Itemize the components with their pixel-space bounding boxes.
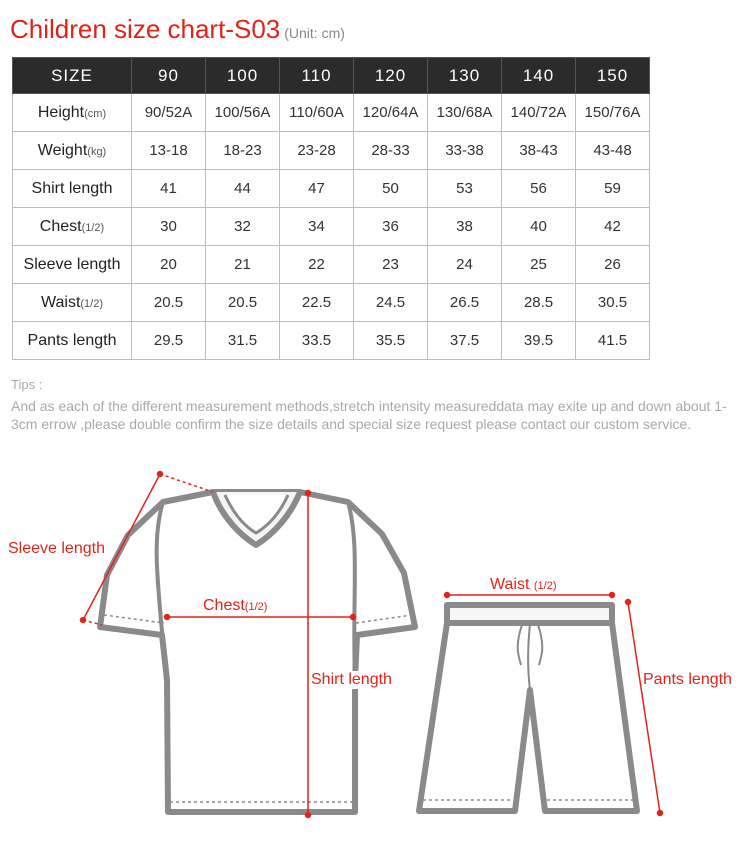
table-cell: 56 bbox=[502, 170, 576, 208]
row-label-cell bbox=[13, 132, 132, 170]
table-cell: 20.5 bbox=[206, 284, 280, 322]
table-cell: 110/60A bbox=[280, 94, 354, 132]
row-label-cell bbox=[13, 246, 132, 284]
table-cell: 35.5 bbox=[354, 322, 428, 360]
table-header-row bbox=[13, 58, 650, 94]
row-label: Waist bbox=[40, 293, 81, 311]
size-header-cell: 140 bbox=[502, 58, 576, 94]
table-cell: 37.5 bbox=[428, 322, 502, 360]
row-label-cell bbox=[13, 94, 132, 132]
table-cell: 39.5 bbox=[502, 322, 576, 360]
size-header-cell: 100 bbox=[206, 58, 280, 94]
table-cell: 50 bbox=[354, 170, 428, 208]
table-cell: 59 bbox=[576, 170, 650, 208]
garment-diagram bbox=[0, 455, 750, 844]
waist-label-sub: (1/2) bbox=[533, 580, 557, 592]
table-cell: 28.5 bbox=[502, 284, 576, 322]
table-cell: 38-43 bbox=[502, 132, 576, 170]
table-row bbox=[13, 322, 650, 360]
table-cell: 32 bbox=[206, 208, 280, 246]
tips-text: And as each of the different measurement methods,stretch intensity measureddata may exite up and down about 1-3cm errow ,please double confirm the size details and special size request please contact our custom service. bbox=[11, 398, 727, 432]
tips-label: Tips : bbox=[11, 377, 43, 392]
tips-section bbox=[11, 376, 731, 433]
size-table bbox=[12, 57, 650, 360]
table-cell: 34 bbox=[280, 208, 354, 246]
table-row bbox=[13, 132, 650, 170]
table-cell: 20.5 bbox=[132, 284, 206, 322]
table-cell: 31.5 bbox=[206, 322, 280, 360]
table-cell: 53 bbox=[428, 170, 502, 208]
table-row bbox=[13, 170, 650, 208]
table-row bbox=[13, 94, 650, 132]
chest-label bbox=[203, 597, 267, 615]
row-label-cell bbox=[13, 322, 132, 360]
table-cell: 25 bbox=[502, 246, 576, 284]
table-cell: 130/68A bbox=[428, 94, 502, 132]
table-cell: 36 bbox=[354, 208, 428, 246]
table-cell: 21 bbox=[206, 246, 280, 284]
row-label: Weight bbox=[37, 141, 88, 159]
table-cell: 26 bbox=[576, 246, 650, 284]
table-cell: 13-18 bbox=[132, 132, 206, 170]
row-label: Chest bbox=[39, 217, 82, 235]
table-row bbox=[13, 284, 650, 322]
table-cell: 23-28 bbox=[280, 132, 354, 170]
page-title: Children size chart-S03 bbox=[10, 14, 281, 44]
table-cell: 150/76A bbox=[576, 94, 650, 132]
row-label-unit: (1/2) bbox=[81, 221, 105, 234]
chest-label-sub: (1/2) bbox=[244, 601, 268, 613]
table-cell: 24 bbox=[428, 246, 502, 284]
waist-label-text: Waist bbox=[490, 576, 530, 593]
sleeve-length-label: Sleeve length bbox=[8, 540, 105, 557]
table-cell: 140/72A bbox=[502, 94, 576, 132]
table-cell: 23 bbox=[354, 246, 428, 284]
table-cell: 90/52A bbox=[132, 94, 206, 132]
size-header-cell: 120 bbox=[354, 58, 428, 94]
table-cell: 26.5 bbox=[428, 284, 502, 322]
table-cell: 33.5 bbox=[280, 322, 354, 360]
table-cell: 22 bbox=[280, 246, 354, 284]
table-cell: 18-23 bbox=[206, 132, 280, 170]
size-header-cell: 130 bbox=[428, 58, 502, 94]
table-cell: 30.5 bbox=[576, 284, 650, 322]
table-cell: 24.5 bbox=[354, 284, 428, 322]
table-cell: 38 bbox=[428, 208, 502, 246]
row-label-cell bbox=[13, 208, 132, 246]
row-label: Pants length bbox=[27, 331, 117, 349]
size-header-cell: 90 bbox=[132, 58, 206, 94]
row-label-unit: (1/2) bbox=[80, 297, 104, 310]
table-cell: 20 bbox=[132, 246, 206, 284]
row-label: Sleeve length bbox=[23, 255, 121, 273]
row-label: Shirt length bbox=[31, 179, 113, 197]
table-cell: 22.5 bbox=[280, 284, 354, 322]
row-label-cell bbox=[13, 284, 132, 322]
table-cell: 100/56A bbox=[206, 94, 280, 132]
table-cell: 120/64A bbox=[354, 94, 428, 132]
size-column-header: SIZE bbox=[13, 58, 132, 94]
row-label-cell bbox=[13, 170, 132, 208]
row-label: Height bbox=[37, 103, 85, 121]
page-header bbox=[10, 14, 345, 45]
chest-label-text: Chest bbox=[203, 597, 245, 614]
table-cell: 47 bbox=[280, 170, 354, 208]
table-cell: 40 bbox=[502, 208, 576, 246]
table-cell: 30 bbox=[132, 208, 206, 246]
table-row bbox=[13, 208, 650, 246]
table-cell: 41 bbox=[132, 170, 206, 208]
unit-note: (Unit: cm) bbox=[284, 25, 345, 41]
size-header-cell: 110 bbox=[280, 58, 354, 94]
table-cell: 42 bbox=[576, 208, 650, 246]
table-row bbox=[13, 246, 650, 284]
waist-label bbox=[490, 576, 556, 594]
pants-illustration bbox=[419, 605, 637, 811]
table-cell: 29.5 bbox=[132, 322, 206, 360]
shirt-length-label: Shirt length bbox=[311, 671, 392, 688]
table-cell: 33-38 bbox=[428, 132, 502, 170]
table-cell: 28-33 bbox=[354, 132, 428, 170]
table-cell: 41.5 bbox=[576, 322, 650, 360]
tshirt-illustration bbox=[100, 492, 415, 812]
row-label-unit: (cm) bbox=[84, 107, 107, 120]
table-cell: 44 bbox=[206, 170, 280, 208]
row-label-unit: (kg) bbox=[87, 145, 107, 158]
size-header-cell: 150 bbox=[576, 58, 650, 94]
pants-length-label: Pants length bbox=[643, 671, 732, 688]
table-cell: 43-48 bbox=[576, 132, 650, 170]
